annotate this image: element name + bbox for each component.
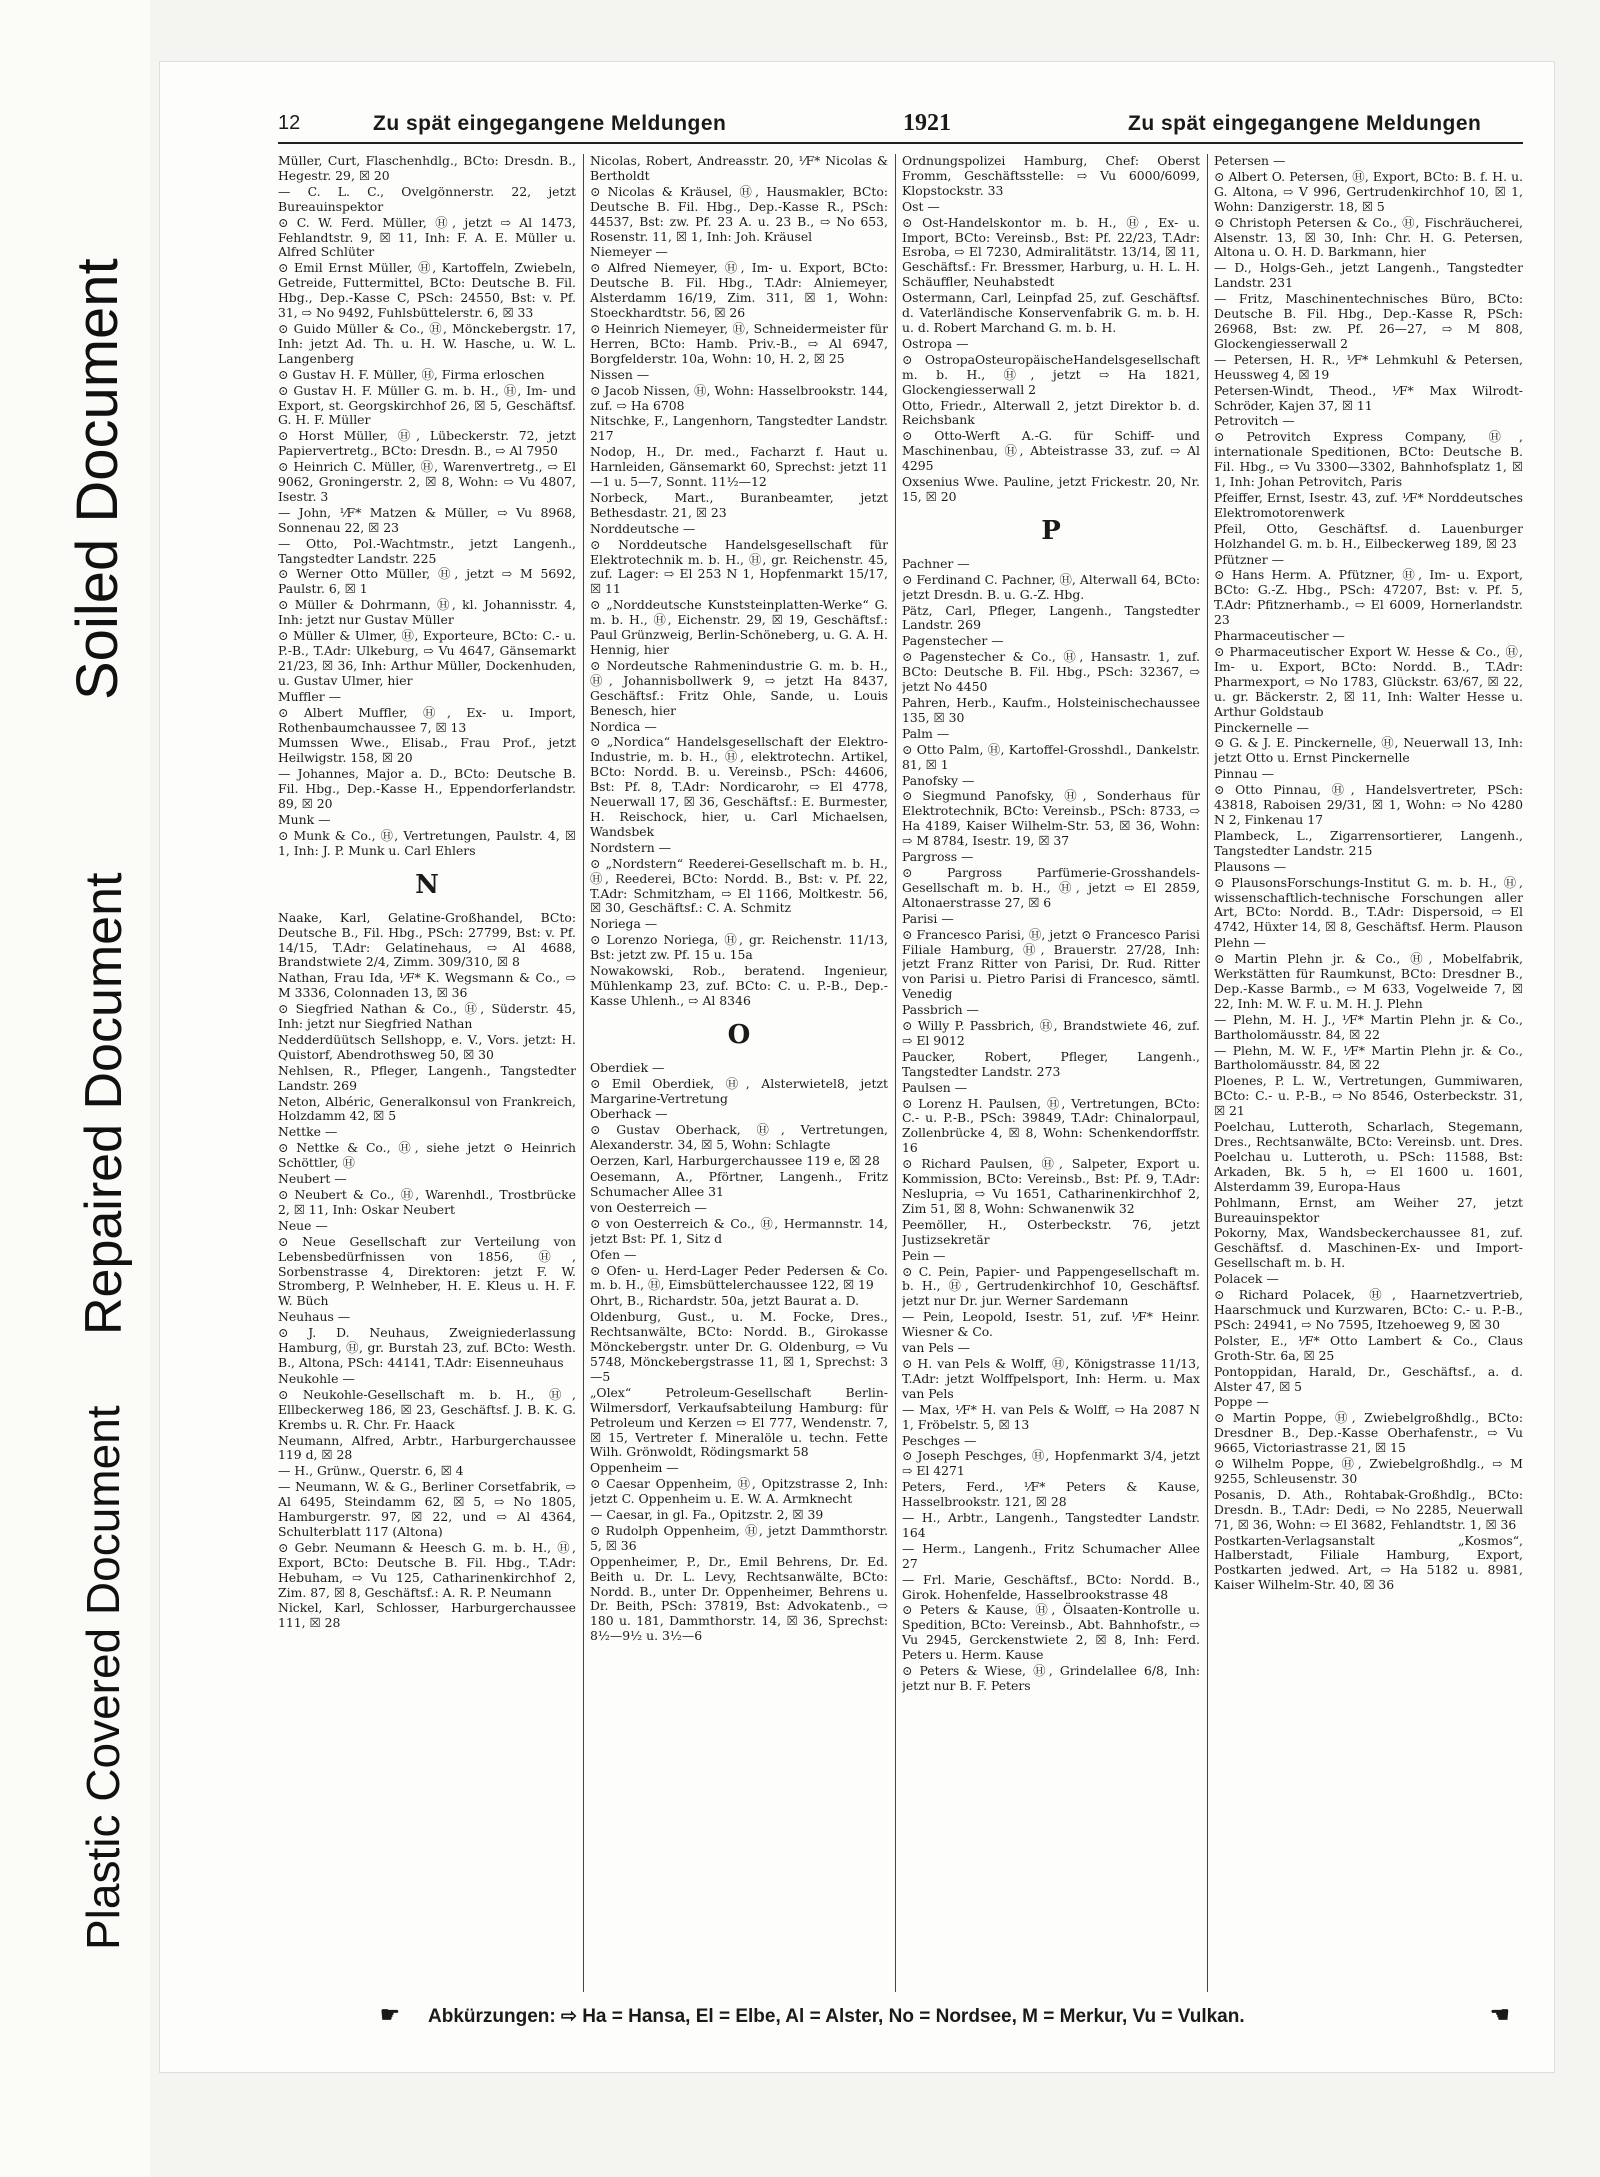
directory-entry: — C. L. C., Ovelgönnerstr. 22, jetzt Bureauinspektor <box>278 183 576 214</box>
directory-entry: von Oesterreich — <box>590 1199 707 1215</box>
page-number: 12 <box>278 112 301 134</box>
column-divider <box>1207 154 1208 1992</box>
directory-entry: Norbeck, Mart., Buranbeamter, jetzt Bethesdastr. 21, ☒ 23 <box>590 489 888 520</box>
directory-entry: Nehlsen, R., Pfleger, Langenh., Tangstedter Landstr. 269 <box>278 1062 576 1093</box>
directory-entry: Passbrich — <box>902 1002 979 1018</box>
directory-entry: ⊙ Peters & Kause, Ⓗ, Ölsaaten-Kontrolle u. Spedition, BCto: Vereinsb., Abt. Bahnhofstr., ⇨ Vu 2945, Gerckenstwiete 2, ☒ 8, Inh: Ferd. Peters u. Herm. Kause <box>902 1602 1200 1663</box>
directory-entry: Pohlmann, Ernst, am Weiher 27, jetzt Bureauinspektor <box>1214 1194 1523 1225</box>
directory-entry: ⊙ Francesco Parisi, Ⓗ, jetzt ⊙ Francesco Parisi Filiale Hamburg, Ⓗ, Brauerstr. 27/28, Inh: jetzt Franz Ritter von Parisi, Dr. Rud. Ritter von Parisi u. Pietro Parisi di Francesco, sämtl. Venedig <box>902 926 1200 1002</box>
directory-entry: Neuhaus — <box>278 1309 351 1325</box>
directory-entry: Pagenstecher — <box>902 633 1004 649</box>
directory-entry: ⊙ Horst Müller, Ⓗ, Lübeckerstr. 72, jetzt Papiervertretg., BCto: Dresdn. B., ⇨ Al 7950 <box>278 428 576 459</box>
column-divider <box>583 154 584 1992</box>
directory-entry: Plausons — <box>1214 858 1287 874</box>
directory-entry: — Neumann, W. & G., Berliner Corsetfabrik, ⇨ Al 6495, Steindamm 62, ☒ 5, ⇨ No 1805, Hamburgerstr. 97, ☒ 22, und ⇨ Al 4364, Schulterblatt 117 (Altona) <box>278 1479 576 1539</box>
directory-entry: Pachner — <box>902 555 970 571</box>
directory-entry: Nordica — <box>590 718 657 734</box>
directory-entry: Oesemann, A., Pförtner, Langenh., Fritz Schumacher Allee 31 <box>590 1169 888 1199</box>
directory-entry: ⊙ Christoph Petersen & Co., Ⓗ, Fischräucherei, Alsenstr. 13, ☒ 30, Inh: Chr. H. G. Petersen, Altona u. O. H. D. Barkmann, hier <box>1214 214 1523 260</box>
directory-entry: Paucker, Robert, Pfleger, Langenh., Tangstedter Landstr. 273 <box>902 1048 1200 1079</box>
abbreviations-footer <box>340 2002 1520 2034</box>
directory-entry: ⊙ von Oesterreich & Co., Ⓗ, Hermannstr. 14, jetzt Bst: Pf. 1, Sitz d <box>590 1215 888 1246</box>
directory-entry: Petersen-Windt, Theod., ⅟F* Max Wilrodt-Schröder, Kajen 37, ☒ 11 <box>1214 382 1523 413</box>
directory-entry: Paulsen — <box>902 1079 968 1095</box>
directory-entry: Pinckernelle — <box>1214 719 1309 735</box>
directory-entry: Plambeck, L., Zigarrensortierer, Langenh., Tangstedter Landstr. 215 <box>1214 827 1523 858</box>
directory-entry: ⊙ C. W. Ferd. Müller, Ⓗ, jetzt ⇨ Al 1473, Fehlandtstr. 9, ☒ 11, Inh: F. A. E. Müller u. Alfred Schlüter <box>278 214 576 260</box>
directory-entry: ⊙ Albert O. Petersen, Ⓗ, Export, BCto: B. f. H. u. G. Altona, ⇨ V 996, Gertrudenkirchhof 10, ☒ 1, Wohn: Danzigerstr. 18, ☒ 5 <box>1214 168 1523 214</box>
directory-entry: Munk — <box>278 811 331 827</box>
directory-entry: Ohrt, B., Richardstr. 50a, jetzt Baurat a. D. <box>590 1293 860 1309</box>
directory-entry: Nitschke, F., Langenhorn, Tangstedter Landstr. 217 <box>590 413 888 444</box>
directory-column-3 <box>902 154 1200 1992</box>
directory-entry: Nicolas, Robert, Andreasstr. 20, ⅟F* Nicolas & Bertholdt <box>590 154 888 183</box>
directory-entry: Neton, Albéric, Generalkonsul von Frankreich, Holzdamm 42, ☒ 5 <box>278 1093 576 1124</box>
directory-entry: ⊙ Siegmund Panofsky, Ⓗ, Sonderhaus für Elektrotechnik, BCto: Vereinsb., PSch: 8733, ⇨ Ha 4189, Kaiser Wilhelm-Str. 53, ☒ 36, Wohn: ⇨ M 8784, Isestr. 19, ☒ 37 <box>902 788 1200 849</box>
repaired-document-label: Repaired Document <box>75 872 133 1335</box>
directory-entry: ⊙ Pagenstecher & Co., Ⓗ, Hansastr. 1, zuf. BCto: Deutsche B. Fil. Hbg., PSch: 32367, ⇨ jetzt No 4450 <box>902 649 1200 695</box>
directory-entry: „Olex“ Petroleum-Gesellschaft Berlin-Wilmersdorf, Verkaufsabteilung Hamburg: für Petroleum und Kerzen ⇨ El 777, Wendenstr. 7, ☒ 15, Vertreter f. Mineralöle u. techn. Fette Wilh. Grönwoldt, Rödingsmarkt 58 <box>590 1384 888 1460</box>
directory-entry: ⊙ Alfred Niemeyer, Ⓗ, Im- u. Export, BCto: Deutsche B. Fil. Hbg., T.Adr: Alniemeyer, Alsterdamm 16/19, Zim. 311, ☒ 1, Wohn: Stoeckhardtstr. 56, ☒ 26 <box>590 260 888 321</box>
directory-entry: Pontoppidan, Harald, Dr., Geschäftsf., a. d. Alster 47, ☒ 5 <box>1214 1363 1523 1394</box>
directory-entry: van Pels — <box>902 1340 971 1356</box>
directory-entry: ⊙ „Nordstern“ Reederei-Gesellschaft m. b. H., Ⓗ, Reederei, BCto: Nordd. B., Bst: v. Pf. 22, T.Adr: Schmitzham, ⇨ El 1166, Moltkestr. 56, ☒ 30, Geschäftsf.: C. A. Schmitz <box>590 855 888 916</box>
directory-entry: Neumann, Alfred, Arbtr., Harburgerchaussee 119 d, ☒ 28 <box>278 1432 576 1463</box>
directory-entry: ⊙ Pharmaceutischer Export W. Hesse & Co., Ⓗ, Im- u. Export, BCto: Nordd. B., T.Adr: Pharmexport, ⇨ No 1783, Glückstr. 63/67, ☒ 22, u. gr. Bäckerstr. 2, ☒ 11, Inh: Walter Hesse u. Arthur Goldstaub <box>1214 644 1523 719</box>
directory-entry: — Johannes, Major a. D., BCto: Deutsche B. Fil. Hbg., Dep.-Kasse H., Eppendorferlandstr. 89, ☒ 20 <box>278 766 576 812</box>
directory-entry: Parisi — <box>902 910 954 926</box>
directory-entry: ⊙ Lorenz H. Paulsen, Ⓗ, Vertretungen, BCto: C.- u. P.-B., PSch: 39849, T.Adr: Chinalorpaul, Zollenbrücke 4, ☒ 8, Wohn: Schenkendorffstr. 16 <box>902 1095 1200 1156</box>
directory-entry: ⊙ Wilhelm Poppe, Ⓗ, Zwiebelgroßhdlg., ⇨ M 9255, Schleusenstr. 30 <box>1214 1456 1523 1486</box>
directory-entry: ⊙ Müller & Dohrmann, Ⓗ, kl. Johannisstr. 4, Inh: jetzt nur Gustav Müller <box>278 597 576 628</box>
soiled-document-label: Soiled Document <box>65 258 130 700</box>
directory-entry: Mumssen Wwe., Elisab., Frau Prof., jetzt Heilwigstr. 158, ☒ 20 <box>278 735 576 766</box>
directory-entry: Postkarten-Verlagsanstalt „Kosmos“, Halberstadt, Filiale Hamburg, Export, Postkarten jedwed. Art, ⇨ Ha 5182 u. 8981, Kaiser Wilhelm-Str. 40, ☒ 36 <box>1214 1532 1523 1593</box>
directory-entry: Peschges — <box>902 1432 977 1448</box>
directory-entry: — H., Arbtr., Langenh., Tangstedter Landstr. 164 <box>902 1510 1200 1540</box>
directory-entry: — Plehn, M. W. F., ⅟F* Martin Plehn jr. & Co., Bartholomäusstr. 84, ☒ 22 <box>1214 1042 1523 1073</box>
directory-entry: Niemeyer — <box>590 244 668 260</box>
directory-entry: ⊙ Richard Paulsen, Ⓗ, Salpeter, Export u. Kommission, BCto: Vereinsb., Bst: Pf. 9, T.Adr: Neslupria, ⇨ Vu 1651, Catharinenkirchhof 2, Zim 51, ☒ 8, Wohn: Schwanenwik 32 <box>902 1156 1200 1216</box>
directory-entry: Ost — <box>902 198 940 214</box>
directory-entry: Oerzen, Karl, Harburgerchaussee 119 e, ☒ 28 <box>590 1153 880 1169</box>
directory-entry: ⊙ Otto Palm, Ⓗ, Kartoffel-Grosshdl., Dankelstr. 81, ☒ 1 <box>902 741 1200 772</box>
section-letter: P <box>1041 515 1061 546</box>
directory-entry: — Caesar, in gl. Fa., Opitzstr. 2, ☒ 39 <box>590 1507 824 1523</box>
directory-entry: Petrovitch — <box>1214 413 1295 429</box>
year: 1921 <box>903 110 951 136</box>
directory-entry: — Herm., Langenh., Fritz Schumacher Allee 27 <box>902 1540 1200 1571</box>
directory-entry: ⊙ Müller & Ulmer, Ⓗ, Exporteure, BCto: C.- u. P.-B., T.Adr: Ulkeburg, ⇨ Vu 4647, Gänsemarkt 21/23, ☒ 36, Inh: Arthur Müller, Dockenhuden, u. Gustav Ulmer, hier <box>278 628 576 688</box>
directory-entry: — Max, ⅟F* H. van Pels & Wolff, ⇨ Ha 2087 N 1, Fröbelstr. 5, ☒ 13 <box>902 1401 1200 1432</box>
directory-entry: Pfeiffer, Ernst, Isestr. 43, zuf. ⅟F* Norddeutsches Elektromotorenwerk <box>1214 489 1523 520</box>
directory-column-2 <box>590 154 888 1992</box>
directory-entry: Nettke — <box>278 1124 338 1140</box>
directory-entry: ⊙ Werner Otto Müller, Ⓗ, jetzt ⇨ M 5692, Paulstr. 6, ☒ 1 <box>278 566 576 597</box>
directory-entry: — Otto, Pol.-Wachtmstr., jetzt Langenh., Tangstedter Landstr. 225 <box>278 535 576 566</box>
directory-entry: ⊙ OstropaOsteuropäischeHandelsgesellschaft m. b. H., Ⓗ, jetzt ⇨ Ha 1821, Glockengiesserwall 2 <box>902 351 1200 397</box>
directory-entry: — Petersen, H. R., ⅟F* Lehmkuhl & Petersen, Heussweg 4, ☒ 19 <box>1214 351 1523 382</box>
section-letter: O <box>727 1019 751 1050</box>
directory-entry: ⊙ Neukohle-Gesellschaft m. b. H., Ⓗ, Ellbeckerweg 186, ☒ 23, Geschäftsf. J. B. K. G. Krembs u. R. Chr. Fr. Haack <box>278 1386 576 1432</box>
directory-entry: ⊙ Willy P. Passbrich, Ⓗ, Brandstwiete 46, zuf. ⇨ El 9012 <box>902 1018 1200 1048</box>
directory-entry: Pahren, Herb., Kaufm., Holsteinischechaussee 135, ☒ 30 <box>902 695 1200 725</box>
directory-entry: ⊙ Pargross Parfümerie-Grosshandels-Gesellschaft m. b. H., Ⓗ, jetzt ⇨ El 2859, Altonaerstrasse 27, ☒ 6 <box>902 864 1200 910</box>
directory-entry: Oldenburg, Gust., u. M. Focke, Dres., Rechtsanwälte, BCto: Nordd. B., Girokasse Mönckebergstr. unter Dr. G. Oldenburg, ⇨ Vu 5748, Mönckebergstrasse 11, ☒ 1, Sprechst: 3—5 <box>590 1309 888 1384</box>
directory-entry: Otto, Friedr., Alterwall 2, jetzt Direktor b. d. Reichsbank <box>902 397 1200 428</box>
directory-entry: Ploenes, P. L. W., Vertretungen, Gummiwaren, BCto: C.- u. P.-B., ⇨ No 8546, Osterbeckstr. 31, ☒ 21 <box>1214 1073 1523 1119</box>
directory-entry: Panofsky — <box>902 772 975 788</box>
directory-entry: ⊙ Nettke & Co., Ⓗ, siehe jetzt ⊙ Heinrich Schöttler, Ⓗ <box>278 1140 576 1171</box>
directory-entry: ⊙ Lorenzo Noriega, Ⓗ, gr. Reichenstr. 11/13, Bst: jetzt zw. Pf. 15 u. 15a <box>590 932 888 963</box>
plastic-covered-document-label: Plastic Covered Document <box>77 1405 129 1950</box>
directory-entry: ⊙ Peters & Wiese, Ⓗ, Grindelallee 6/8, Inh: jetzt nur B. F. Peters <box>902 1663 1200 1693</box>
directory-entry: ⊙ J. D. Neuhaus, Zweigniederlassung Hamburg, Ⓗ, gr. Burstah 23, zuf. BCto: Westh. B., Altona, PSch: 44141, T.Adr: Eisenneuhaus <box>278 1325 576 1370</box>
directory-entry: Ordnungspolizei Hamburg, Chef: Oberst Fromm, Geschäftsstelle: ⇨ Vu 6000/6099, Klopstockstr. 33 <box>902 154 1200 198</box>
directory-entry: ⊙ C. Pein, Papier- und Pappengesellschaft m. b. H., Ⓗ, Gertrudenkirchhof 10, Geschäftsf. jetzt nur Dr. jur. Werner Sardemann <box>902 1263 1200 1309</box>
directory-entry: ⊙ Otto-Werft A.-G. für Schiff- und Maschinenbau, Ⓗ, Abteistrasse 33, zuf. ⇨ Al 4295 <box>902 428 1200 474</box>
directory-entry: ⊙ Guido Müller & Co., Ⓗ, Mönckebergstr. 17, Inh: jetzt Ad. Th. u. H. W. Hasche, u. W. L. Langenberg <box>278 320 576 366</box>
directory-entry: Müller, Curt, Flaschenhdlg., BCto: Dresdn. B., Hegestr. 29, ☒ 20 <box>278 154 576 183</box>
directory-entry: — Pein, Leopold, Isestr. 51, zuf. ⅟F* Heinr. Wiesner & Co. <box>902 1309 1200 1340</box>
directory-entry: Oppenheimer, P., Dr., Emil Behrens, Dr. Ed. Beith u. Dr. L. Levy, Rechtsanwälte, BCto: Nordd. B., unter Dr. Oppenheimer, Behrens u. Dr. Beith, PSch: 37819, Bst: Advokatenb., ⇨ 180 u. 181, Dammthorstr. 14, ☒ 36, Sprechst: 8½—9½ u. 3½—6 <box>590 1553 888 1644</box>
directory-entry: Nordstern — <box>590 839 672 855</box>
directory-entry: ⊙ Norddeutsche Handelsgesellschaft für Elektrotechnik m. b. H., Ⓗ, gr. Reichenstr. 45, zuf. Lager: ⇨ El 253 N 1, Hopfenmarkt 15/17, ☒ 11 <box>590 536 888 597</box>
directory-entry: Ofen — <box>590 1246 637 1262</box>
directory-entry: Poppe — <box>1214 1394 1269 1410</box>
directory-entry: Oxsenius Wwe. Pauline, jetzt Frickestr. 20, Nr. 15, ☒ 20 <box>902 474 1200 504</box>
directory-entry: Pinnau — <box>1214 766 1274 782</box>
directory-entry: ⊙ Emil Ernst Müller, Ⓗ, Kartoffeln, Zwiebeln, Getreide, Futtermittel, BCto: Deutsche B. Fil. Hbg., Dep.-Kasse C, PSch: 24550, Bst: v. Pf. 31, ⇨ No 9492, Fuhlsbüttelerstr. 6, ☒ 33 <box>278 260 576 321</box>
directory-entry: Pargross — <box>902 849 974 865</box>
directory-entry: Petersen — <box>1214 154 1286 168</box>
directory-entry: Ostropa — <box>902 335 969 351</box>
directory-entry: — Fritz, Maschinentechnisches Büro, BCto: Deutsche B. Fil. Hbg., Dep.-Kasse R, PSch: 26968, Bst: zw. Pf. 26—27, ⇨ M 808, Glockengiesserwall 2 <box>1214 291 1523 351</box>
directory-column-4 <box>1214 154 1523 1992</box>
directory-column-1 <box>278 154 576 1992</box>
directory-entry: ⊙ Heinrich C. Müller, Ⓗ, Warenvertretg., ⇨ El 9062, Groningerstr. 2, ☒ 8, Wohn: ⇨ Vu 4807, Isestr. 3 <box>278 459 576 504</box>
directory-entry: ⊙ Caesar Oppenheim, Ⓗ, Opitzstrasse 2, Inh: jetzt C. Oppenheim u. E. W. A. Armknecht <box>590 1476 888 1507</box>
directory-entry: Ostermann, Carl, Leinpfad 25, zuf. Geschäftsf. d. Vaterländische Konservenfabrik G. m. b. H. u. d. Robert Marchand G. m. b. H. <box>902 290 1200 335</box>
directory-entry: ⊙ Nicolas & Kräusel, Ⓗ, Hausmakler, BCto: Deutsche B. Fil. Hbg., Dep.-Kasse R., PSch: 44537, Bst: zw. Pf. 23 A. u. 23 B., ⇨ No 653, Rosenstr. 11, ☒ 1, Inh: Joh. Kräusel <box>590 183 888 244</box>
directory-entry: Pfützner — <box>1214 551 1284 567</box>
directory-entry: Nathan, Frau Ida, ⅟F* K. Wegsmann & Co., ⇨ M 3336, Colonnaden 13, ☒ 36 <box>278 970 576 1001</box>
directory-entry: ⊙ „Norddeutsche Kunststeinplatten-Werke“ G. m. b. H., Ⓗ, Eichenstr. 29, ☒ 19, Geschäftsf.: Paul Grünzweig, Berlin-Schöneberg, u. G. A. H. Hennig, hier <box>590 597 888 657</box>
section-letter: N <box>415 869 439 900</box>
directory-entry: Nickel, Karl, Schlosser, Harburgerchaussee 111, ☒ 28 <box>278 1600 576 1631</box>
directory-entry: Pharmaceutischer — <box>1214 628 1345 644</box>
directory-entry: Nodop, H., Dr. med., Facharzt f. Haut u. Harnleiden, Gänsemarkt 60, Sprechst: jetzt 11—1 u. 5—7, Sonnt. 11½—12 <box>590 444 888 490</box>
directory-entry: Polacek — <box>1214 1271 1279 1287</box>
directory-entry: Posanis, D. Ath., Rohtabak-Großhdlg., BCto: Dresdn. B., T.Adr: Dedi, ⇨ No 2285, Neuerwall 71, ☒ 36, Wohn: ⇨ El 3682, Fehlandtstr. 1, ☒ 36 <box>1214 1486 1523 1532</box>
directory-entry: ⊙ Emil Oberdiek, Ⓗ, Alsterwietel8, jetzt Margarine-Vertretung <box>590 1075 888 1106</box>
directory-entry: — John, ⅟F* Matzen & Müller, ⇨ Vu 8968, Sonnenau 22, ☒ 23 <box>278 504 576 535</box>
running-title-left: Zu spät eingegangene Meldungen <box>373 112 727 135</box>
column-divider <box>895 154 896 1992</box>
directory-entry: Neue — <box>278 1217 328 1233</box>
directory-entry: ⊙ Martin Plehn jr. & Co., Ⓗ, Mobelfabrik, Werkstätten für Raumkunst, BCto: Dresdner B., Dep.-Kasse Barmb., ⇨ M 633, Vogelweide 7, ☒ 22, Inh: M. W. F. u. M. H. J. Plehn <box>1214 951 1523 1011</box>
directory-entry: ⊙ H. van Pels & Wolff, Ⓗ, Königstrasse 11/13, T.Adr: jetzt Wolffpelsport, Inh: Herm. u. Max van Pels <box>902 1355 1200 1401</box>
directory-entry: ⊙ PlausonsForschungs-Institut G. m. b. H., Ⓗ, wissenschaftlich-technische Forschungen aller Art, BCto: Nordd. B., T.Adr: Dispersoid, ⇨ El 4742, Hüxter 14, ☒ 8, Geschäftsf. Herm. Plauson <box>1214 874 1523 935</box>
directory-entry: ⊙ G. & J. E. Pinckernelle, Ⓗ, Neuerwall 13, Inh: jetzt Otto u. Ernst Pinckernelle <box>1214 735 1523 766</box>
directory-entry: ⊙ Hans Herm. A. Pfützner, Ⓗ, Im- u. Export, BCto: G.-Z. Hbg., PSch: 47207, Bst: v. Pf. 5, T.Adr: Pfitznerhamb., ⇨ El 6009, Hornerlandstr. 23 <box>1214 567 1523 628</box>
archival-strip <box>0 0 150 2177</box>
directory-entry: Polster, E., ⅟F* Otto Lambert & Co., Claus Groth-Str. 6a, ☒ 25 <box>1214 1332 1523 1363</box>
running-title-right: Zu spät eingegangene Meldungen <box>1128 112 1482 135</box>
directory-entry: ⊙ Nordeutsche Rahmenindustrie G. m. b. H., Ⓗ, Johannisbollwerk 9, ⇨ jetzt Ha 8437, Geschäftsf.: Fritz Ohle, Sande, u. Louis Benesch, hier <box>590 657 888 718</box>
directory-entry: Oppenheim — <box>590 1460 679 1476</box>
pointing-hand-icon: ☛ <box>380 2002 400 2027</box>
directory-entry: Nissen — <box>590 366 650 382</box>
pointing-hand-icon: ☚ <box>1490 2002 1510 2027</box>
directory-entry: ⊙ Munk & Co., Ⓗ, Vertretungen, Paulstr. 4, ☒ 1, Inh: J. P. Munk u. Carl Ehlers <box>278 827 576 858</box>
directory-page <box>160 62 1554 2072</box>
directory-entry: — Frl. Marie, Geschäftsf., BCto: Nordd. B., Girok. Hohenfelde, Hasselbrookstrasse 48 <box>902 1571 1200 1602</box>
directory-entry: Pein — <box>902 1247 946 1263</box>
directory-entry: ⊙ Martin Poppe, Ⓗ, Zwiebelgroßhdlg., BCto: Dresdner B., Dep.-Kasse Oberhafenstr., ⇨ Vu 9665, Victoriastrasse 21, ☒ 15 <box>1214 1410 1523 1456</box>
directory-entry: ⊙ Gebr. Neumann & Heesch G. m. b. H., Ⓗ, Export, BCto: Deutsche B. Fil. Hbg., T.Adr: Hebuham, ⇨ Vu 125, Catharinenkirchhof 2, Zim. 87, ☒ 8, Geschäftsf.: A. R. P. Neumann <box>278 1539 576 1600</box>
directory-entry: Muffler — <box>278 688 342 704</box>
directory-entry: Palm — <box>902 725 950 741</box>
directory-entry: ⊙ Ost-Handelskontor m. b. H., Ⓗ, Ex- u. Import, BCto: Vereinsb., Bst: Pf. 22/23, T.Adr: Esroba, ⇨ El 7230, Admiralitätstr. 13/14, ☒ 11, Geschäftsf.: Fr. Bressmer, Harburg, u. H. L. H. Schäuffler, Neuhabstedt <box>902 214 1200 290</box>
directory-entry: ⊙ Gustav H. F. Müller, Ⓗ, Firma erloschen <box>278 366 545 382</box>
directory-entry: ⊙ Ofen- u. Herd-Lager Peder Pedersen & Co. m. b. H., Ⓗ, Eimsbüttelerchaussee 122, ☒ 19 <box>590 1262 888 1293</box>
directory-entry: ⊙ Siegfried Nathan & Co., Ⓗ, Süderstr. 45, Inh: jetzt nur Siegfried Nathan <box>278 1001 576 1032</box>
directory-entry: ⊙ „Nordica“ Handelsgesellschaft der Elektro-Industrie, m. b. H., Ⓗ, elektrotechn. Artikel, BCto: Nordd. B. u. Vereinsb., PSch: 44606, Bst: Pf. 8, T.Adr: Nordicarohr, ⇨ El 4778, Neuerwall 17, ☒ 36, Geschäftsf.: E. Burmester, H. Reischock, hier, u. Carl Michaelsen, Wandsbek <box>590 734 888 839</box>
directory-entry: Peters, Ferd., ⅟F* Peters & Kause, Hasselbrookstr. 121, ☒ 28 <box>902 1479 1200 1510</box>
directory-entry: Pfeil, Otto, Geschäftsf. d. Lauenburger Holzhandel G. m. b. H., Eilbeckerweg 189, ☒ 23 <box>1214 520 1523 551</box>
directory-entry: ⊙ Ferdinand C. Pachner, Ⓗ, Alterwall 64, BCto: jetzt Dresdn. B. u. G.-Z. Hbg. <box>902 571 1200 602</box>
directory-entry: ⊙ Richard Polacek, Ⓗ, Haarnetzvertrieb, Haarschmuck und Kurzwaren, BCto: C.- u. P.-B., PSch: 24941, ⇨ No 7595, Itzehoeweg 9, ☒ 30 <box>1214 1287 1523 1332</box>
directory-entry: ⊙ Gustav H. F. Müller G. m. b. H., Ⓗ, Im- und Export, st. Georgskirchhof 26, ☒ 5, Geschäftsf. G. H. F. Müller <box>278 382 576 428</box>
page-header <box>278 110 1523 140</box>
directory-entry: ⊙ Neubert & Co., Ⓗ, Warenhdl., Trostbrücke 2, ☒ 11, Inh: Oskar Neubert <box>278 1187 576 1217</box>
directory-entry: Neubert — <box>278 1171 347 1187</box>
directory-entry: Norddeutsche — <box>590 520 696 536</box>
directory-entry: ⊙ Gustav Oberhack, Ⓗ, Vertretungen, Alexanderstr. 34, ☒ 5, Wohn: Schlagte <box>590 1122 888 1153</box>
directory-entry: Plehn — <box>1214 935 1266 951</box>
directory-entry: ⊙ Otto Pinnau, Ⓗ, Handelsvertreter, PSch: 43818, Raboisen 29/31, ☒ 1, Wohn: ⇨ No 4280 N 2, Finkenau 17 <box>1214 782 1523 827</box>
directory-entry: Oberdiek — <box>590 1059 665 1075</box>
directory-entry: Nowakowski, Rob., beratend. Ingenieur, Mühlenkamp 23, zuf. BCto: C. u. P.-B., Dep.-Kasse Uhlenh., ⇨ Al 8346 <box>590 963 888 1008</box>
directory-entry: ⊙ Albert Muffler, Ⓗ, Ex- u. Import, Rothenbaumchaussee 7, ☒ 13 <box>278 704 576 735</box>
directory-entry: Peemöller, H., Osterbeckstr. 76, jetzt Justizsekretär <box>902 1216 1200 1247</box>
directory-entry: Oberhack — <box>590 1106 668 1122</box>
directory-entry: — D., Holgs-Geh., jetzt Langenh., Tangstedter Landstr. 231 <box>1214 260 1523 291</box>
directory-entry: Naake, Karl, Gelatine-Großhandel, BCto: Deutsche B., Fil. Hbg., PSch: 27799, Bst: v. Pf. 14/15, T.Adr: Gelatinehaus, ⇨ Al 4688, Brandstwiete 2/4, Zimm. 309/310, ☒ 8 <box>278 909 576 970</box>
directory-entry: Noriega — <box>590 916 658 932</box>
directory-entry: ⊙ Jacob Nissen, Ⓗ, Wohn: Hasselbrookstr. 144, zuf. ⇨ Ha 6708 <box>590 382 888 413</box>
directory-entry: ⊙ Petrovitch Express Company, Ⓗ, internationale Speditionen, BCto: Deutsche B. Fil. Hbg., ⇨ Vu 3300—3302, Bahnhofsplatz 1, ☒ 1, Inh: Johan Petrovitch, Paris <box>1214 429 1523 490</box>
abbreviations-text: Abkürzungen: ⇨ Ha = Hansa, El = Elbe, Al = Alster, No = Nordsee, M = Merkur, Vu = Vulkan. <box>428 2006 1245 2027</box>
directory-entry: Pokorny, Max, Wandsbeckerchaussee 81, zuf. Geschäftsf. d. Maschinen-Ex- und Import-Gesellschaft m. b. H. <box>1214 1225 1523 1271</box>
directory-entry: ⊙ Joseph Peschges, Ⓗ, Hopfenmarkt 3/4, jetzt ⇨ El 4271 <box>902 1448 1200 1479</box>
directory-entry: — H., Grünw., Querstr. 6, ☒ 4 <box>278 1463 464 1479</box>
directory-entry: ⊙ Neue Gesellschaft zur Verteilung von Lebensbedürfnissen von 1856, Ⓗ, Sorbenstrasse 4, Direktoren: jetzt F. W. Stromberg, P. Welnheber, H. E. Kleus u. H. F. W. Büch <box>278 1233 576 1309</box>
directory-entry: ⊙ Heinrich Niemeyer, Ⓗ, Schneidermeister für Herren, BCto: Hamb. Priv.-B., ⇨ Al 6947, Borgfelderstr. 10a, Wohn: 10, H. 2, ☒ 25 <box>590 320 888 366</box>
directory-entry: ⊙ Rudolph Oppenheim, Ⓗ, jetzt Dammthorstr. 5, ☒ 36 <box>590 1522 888 1553</box>
directory-entry: Pätz, Carl, Pfleger, Langenh., Tangstedter Landstr. 269 <box>902 602 1200 633</box>
directory-entry: Poelchau, Lutteroth, Scharlach, Stegemann, Dres., Rechtsanwälte, BCto: Vereinsb. unt. Dres. Poelchau u. Lutteroth, u. PSch: 11588, Bst: Arkaden, Bk. 5 h, ⇨ El 1600 u. 1601, Alsterdamm 39, Europa-Haus <box>1214 1119 1523 1194</box>
directory-entry: Nedderdüütsch Sellshopp, e. V., Vors. jetzt: H. Quistorf, Abendrothsweg 50, ☒ 30 <box>278 1031 576 1062</box>
directory-entry: Neukohle — <box>278 1370 355 1386</box>
directory-entry: — Plehn, M. H. J., ⅟F* Martin Plehn jr. & Co., Bartholomäusstr. 84, ☒ 22 <box>1214 1011 1523 1042</box>
header-rule <box>278 142 1523 144</box>
